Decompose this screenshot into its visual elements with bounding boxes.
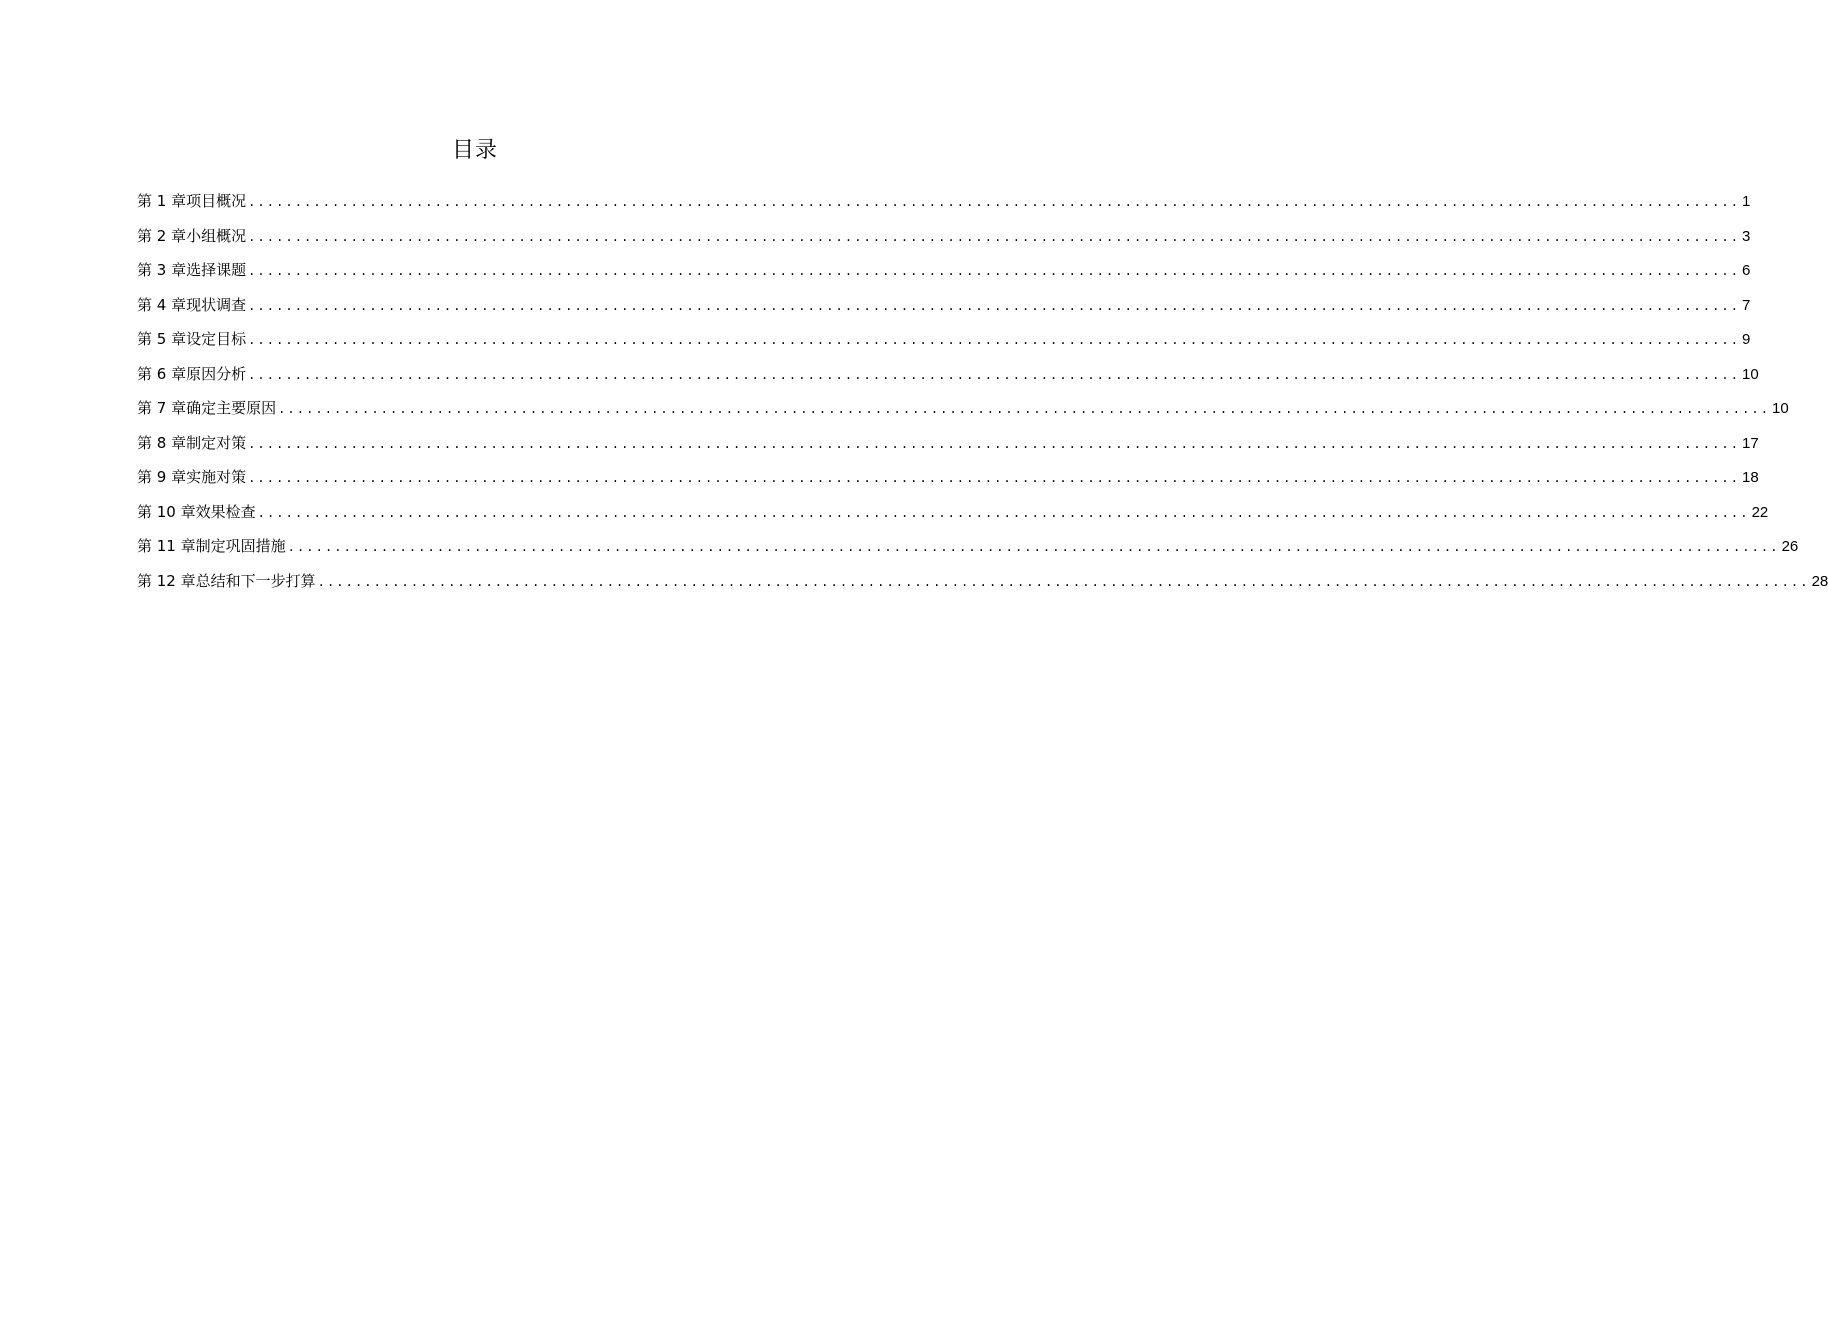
toc-chapter-number: 第 4 章 xyxy=(137,295,187,314)
table-of-contents xyxy=(137,184,1828,598)
toc-dot-leader: ................................................................................................................................................................ xyxy=(248,367,1741,382)
toc-page-number: 22 xyxy=(1751,503,1769,521)
toc-entry[interactable] xyxy=(137,426,1759,461)
toc-entry[interactable] xyxy=(137,495,1769,530)
toc-chapter-number: 第 1 章 xyxy=(137,192,187,210)
toc-entry[interactable] xyxy=(137,322,1751,357)
toc-chapter-title: 选择课题 xyxy=(186,261,247,279)
toc-entry[interactable] xyxy=(137,253,1751,288)
toc-entry[interactable] xyxy=(137,529,1799,564)
toc-title: 目录 xyxy=(451,138,498,163)
toc-dot-leader: ................................................................................................................................................................ xyxy=(248,195,1741,209)
toc-dot-leader: ................................................................................................................................................................ xyxy=(248,229,1741,244)
toc-entry[interactable] xyxy=(137,460,1759,495)
toc-entry[interactable] xyxy=(137,288,1751,323)
toc-dot-leader: ................................................................................................................................................................ xyxy=(248,471,1741,485)
toc-dot-leader: ................................................................................................................................................................ xyxy=(287,540,1780,554)
toc-page-number: 17 xyxy=(1742,434,1759,452)
toc-entry[interactable] xyxy=(137,219,1751,254)
toc-chapter-title: 效果检查 xyxy=(195,502,256,521)
toc-page-number: 6 xyxy=(1742,262,1751,279)
toc-entry[interactable] xyxy=(137,391,1789,426)
toc-chapter-title: 实施对策 xyxy=(186,468,247,486)
toc-chapter-title: 项目概况 xyxy=(186,192,247,210)
toc-chapter-number: 第 5 章 xyxy=(137,330,187,348)
toc-page-number: 28 xyxy=(1811,572,1828,590)
toc-page-number: 9 xyxy=(1742,331,1751,348)
toc-chapter-title: 制定巩固措施 xyxy=(195,537,286,555)
toc-dot-leader: ................................................................................................................................................................ xyxy=(248,333,1741,347)
toc-dot-leader: ................................................................................................................................................................ xyxy=(248,436,1741,451)
toc-chapter-number: 第 10 章 xyxy=(137,502,196,521)
toc-chapter-title: 小组概况 xyxy=(186,226,247,245)
toc-dot-leader: ................................................................................................................................................................ xyxy=(248,298,1741,313)
toc-page-number: 1 xyxy=(1742,193,1751,210)
toc-chapter-number: 第 7 章 xyxy=(137,399,187,417)
toc-chapter-title: 总结和下一步打算 xyxy=(195,571,316,590)
toc-page-number: 10 xyxy=(1742,365,1759,383)
toc-chapter-number: 第 11 章 xyxy=(137,537,196,555)
toc-chapter-title: 现状调查 xyxy=(186,295,247,314)
toc-page-number: 3 xyxy=(1742,227,1751,245)
toc-chapter-number: 第 8 章 xyxy=(137,433,187,452)
toc-dot-leader: ................................................................................................................................................................ xyxy=(317,574,1810,589)
toc-chapter-title: 确定主要原因 xyxy=(186,399,277,417)
toc-chapter-title: 原因分析 xyxy=(186,364,247,383)
toc-chapter-number: 第 6 章 xyxy=(137,364,187,383)
toc-chapter-number: 第 9 章 xyxy=(137,468,187,486)
toc-chapter-title: 制定对策 xyxy=(186,433,247,452)
toc-chapter-number: 第 3 章 xyxy=(137,261,187,279)
toc-dot-leader: ................................................................................................................................................................ xyxy=(278,402,1771,416)
toc-dot-leader: ................................................................................................................................................................ xyxy=(248,264,1741,278)
toc-entry[interactable] xyxy=(137,357,1759,392)
toc-page-number: 7 xyxy=(1742,296,1751,314)
toc-entry[interactable] xyxy=(137,564,1828,599)
toc-page-number: 26 xyxy=(1781,538,1799,555)
toc-chapter-title: 设定目标 xyxy=(186,330,247,348)
toc-page-number: 10 xyxy=(1772,400,1789,417)
toc-dot-leader: ................................................................................................................................................................ xyxy=(257,505,1750,520)
toc-entry[interactable] xyxy=(137,184,1751,219)
toc-chapter-number: 第 12 章 xyxy=(137,571,196,590)
toc-page-number: 18 xyxy=(1742,469,1759,486)
toc-chapter-number: 第 2 章 xyxy=(137,226,187,245)
